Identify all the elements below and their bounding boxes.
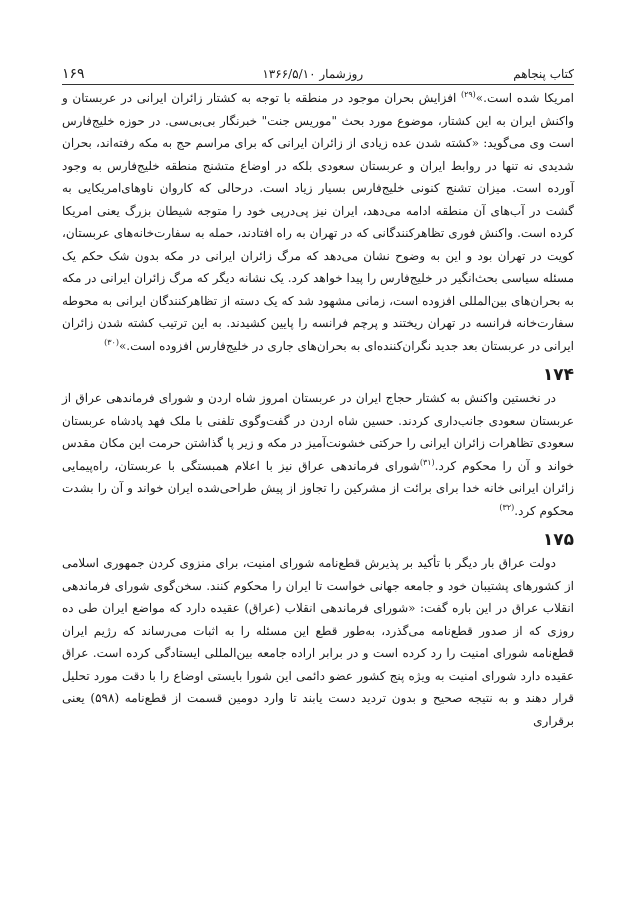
continued-paragraph: امریکا شده است.»$^{(۲۹)}$ افزایش بحران موجود در منطقه با توجه به کشتار زائران ایرانی در عربستان و واکنش ایران به این کشتار، موضوع مورد بحث "موریس جنت" خبرنگار بی‌بی‌سی. در حوزه خلیج‌فارس است وی می‌گوید: «کشته شدن عده زیادی از زائران ایرانی که برای مراسم حج به مکه رفته‌اند، بحران شدیدی نه تنها در روابط ایران و عربستان سعودی بلکه در اوضاع متشنج منطقه خلیج‌فارس به وجود آورده است. میزان تشنج کنونی خلیج‌فارس بسیار زیاد است. درحالی که کاروان ناوهای‌امریکایی به گشت در آب‌های آن منطقه ادامه می‌دهد، ایران نیز پی‌درپی خود را متوجه شیطان بزرگ یعنی امریکا کرده است. واکنش فوری تظاهرکنندگانی که در تهران به راه افتادند، حمله به سفارت‌خانه‌های عربستان، کویت در تهران بود و این به وضوح نشان می‌دهد که مرگ زائران ایرانی در مکه بدون شک حکم یک مسئله سیاسی بحث‌انگیر در خلیج‌فارس را پیدا خواهد کرد. یک نشانه دیگر که مرگ زائران ایرانی در مکه به بحران‌های بین‌المللی افزوده است، زمانی مشهود شد که یک دسته از تظاهرکنندگان ایرانی به محوطه سفارت‌خانه فرانسه در تهران ریختند و پرچم فرانسه را پایین کشیدند. به این ترتیب کشته شدن زائران ایرانی در عربستان بعد جدید نگران‌کننده‌ای به بحران‌های جاری در خلیج‌فارس افزوده است.»$^{(۳۰)}$: [62, 90, 574, 353]
entry-number: ۱۷۴: [542, 365, 574, 385]
page-number: ۱۶۹: [62, 66, 85, 82]
diary-date: روزشمار ۱۳۶۶/۵/۱۰: [262, 67, 364, 81]
footnote-marker: (۲۹): [460, 90, 476, 99]
footnote-marker: (۳۱): [419, 457, 435, 467]
footnote-marker: (۳۰): [104, 337, 119, 347]
entry-paragraph: دولت عراق بار دیگر با تأکید بر پذیرش قطع‌نامه شورای امنیت، برای منزوی کردن جمهوری اسلامی از کشورهای پشتیبان خود و جامعه جهانی خواست تا ایران را محکوم کنند. سخن‌گوی شورای فرماندهی انقلاب عراق در این باره گفت: «شورای فرماندهی انقلاب (عراق) عقیده دارد که مواضع ایران طی ده روزی که از صدور قطع‌نامه می‌گذرد، به‌طور قطع این مسئله را به اثبات می‌رساند که رژیم ایران قطع‌نامه شورای امنیت را رد کرده است و در برابر اراده جامعه بین‌المللی ایستادگی کرده است. عراق عقیده دارد شورای امنیت به ویژه پنج کشور عضو دائمی این شورا بایستی اوضاع را با دقت مورد تحلیل قرار دهند و به نتیجه صحیح و بدون تردید دست یابند تا وارد دومین قسمت از قطع‌نامه (۵۹۸) یعنی برقراری: [62, 556, 575, 728]
running-header: [62, 60, 574, 85]
entry-number: ۱۷۵: [542, 530, 574, 550]
footnote-marker: (۳۲): [499, 502, 515, 512]
entry-paragraph: در نخستین واکنش به کشتار حجاج ایران در عربستان امروز شاه اردن و شورای فرماندهی عراق از عربستان سعودی جانب‌داری کردند. حسین شاه اردن در گفت‌وگوی تلفنی با ملک فهد پادشاه عربستان سعودی تظاهرات زائران ایرانی را حرکتی خشونت‌آمیز در مکه و زیر پا گذاشتن حرمت این مکان مقدس خواند و آن را محکوم کرد.$^{(۳۱)}$شورای فرماندهی عراق نیز با اعلام همبستگی با عربستان، راه‌پیمایی زائران ایرانی خانه خدا برای برائت از مشرکین را تجاوز از پیش طراحی‌شده ایران خواند و آن را بشدت محکوم کرد.$^{(۳۲)}$: [62, 391, 575, 518]
book-title: کتاب پنجاهم: [513, 67, 574, 81]
book-page: [62, 60, 574, 732]
